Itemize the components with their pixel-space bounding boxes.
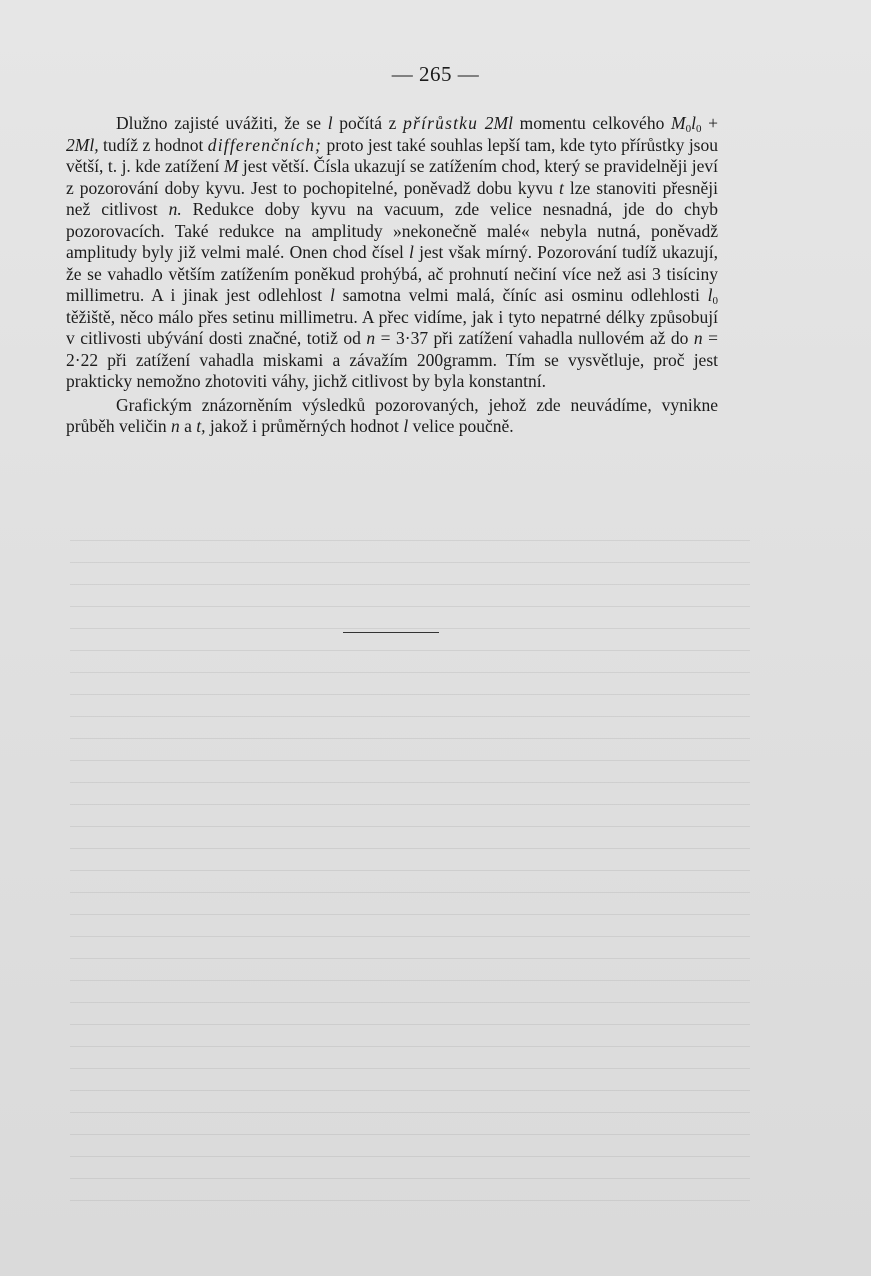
text-run: Redukce doby kyvu na vacuum, zde velice nesnadná, jde do chyb pozorovacích. Také redukce na amplitudy »nekonečně malé« nebyla nutná, poněvadž amplitudy byly již velmi malé. Onen chod čísel: [66, 199, 718, 262]
text-run: lze stanoviti přesněji než citlivost: [66, 177, 718, 219]
section-divider: [343, 632, 439, 633]
text-run: +: [701, 113, 718, 133]
text-run: a: [179, 416, 197, 436]
subscript: 0: [695, 123, 702, 135]
text-run: Grafickým znázorněním výsledků pozorovaných, jehož zde neuvádíme, vynikne průběh veličin: [66, 394, 718, 436]
text-run: velice poučně.: [408, 416, 514, 436]
text-run: momentu celkového: [512, 113, 671, 133]
text-run: Dlužno zajisté uvážiti, že se: [116, 113, 328, 133]
text-run: počítá z: [332, 113, 404, 133]
math-symbol: l: [327, 113, 333, 133]
text-run: jakož i průměrných hodnot: [205, 416, 404, 436]
text-run: jest větší. Čísla ukazují se zatížením chod, který se pravidelněji jeví z pozorování doby kyvu. Jest to pochopitelné, poněvadž dobu kyvu: [66, 156, 718, 198]
math-symbol: t,: [196, 416, 206, 436]
subscript: 0: [685, 123, 692, 135]
math-expression: 2Ml,: [66, 134, 99, 155]
text-run: samotna velmi malá, číníc asi osminu odlehlosti: [334, 285, 708, 305]
text-run: jest však mírný. Pozorování tudíž ukazují, že se vahadlo větším zatížením poněkud prohýbá, ač prohnutí nečiní více než asi 3 tisíciny millimetru. A i jinak jest odlehlost: [66, 242, 718, 305]
math-symbol: l: [691, 113, 696, 133]
text-run: [478, 113, 485, 133]
subscript: 0: [712, 295, 718, 307]
paragraph-2: [66, 395, 718, 438]
text-run: těžiště, něco málo přes setinu millimetru. A přec vidíme, jak i tyto nepatrné délky způsobují v citlivosti ubývání dosti značné, totiž od: [66, 306, 718, 348]
math-symbol: n.: [168, 199, 182, 219]
math-symbol: n: [170, 416, 180, 436]
math-symbol: n: [693, 328, 703, 348]
text-run: proto jest také souhlas lepší tam, kde tyto přírůstky jsou větší, t. j. kde zatížení: [66, 134, 718, 176]
text-run: = 3·37 při zatížení vahadla nullovém až do: [375, 328, 694, 348]
show-through-texture: [70, 540, 750, 1220]
math-symbol: M: [223, 156, 239, 176]
math-symbol: M: [671, 113, 686, 133]
emphasized-term: přírůstku: [403, 113, 479, 133]
math-symbol: l: [409, 242, 414, 262]
math-symbol: l: [403, 416, 409, 436]
math-symbol: l: [329, 285, 335, 305]
paragraph-1: [66, 113, 718, 393]
page-number: — 265 —: [391, 62, 480, 86]
emphasized-term: differenčních;: [207, 134, 323, 155]
math-symbol: t: [558, 177, 564, 198]
math-symbol: n: [366, 328, 376, 348]
text-run: = 2·22 při zatížení vahadla miskami a závažím 200gramm. Tím se vysvětluje, proč jest prakticky nemožno zhotoviti váhy, jichž citlivost by byla konstantní.: [66, 328, 718, 391]
math-symbol: l: [707, 285, 713, 305]
math-expression: 2Ml: [484, 113, 513, 133]
body-text: [66, 113, 718, 438]
text-run: tudíž z hodnot: [98, 134, 208, 155]
